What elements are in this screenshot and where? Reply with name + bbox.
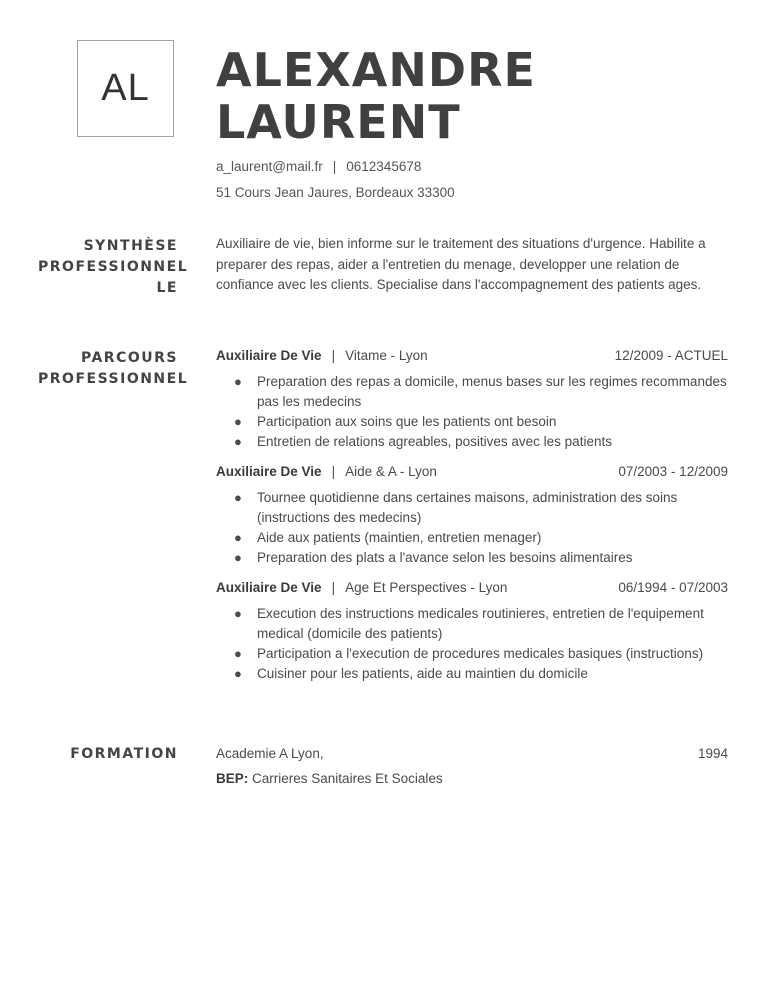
experience-title-line: PARCOURS bbox=[81, 350, 178, 366]
summary-text: Auxiliaire de vie, bien informe sur le traitement des situations d'urgence. Habilite a preparer des repas, aider a l'entretien du menage, developper une relation de confiance avec les clients. Specialise dans l'accompagnement des patients ages. bbox=[216, 236, 706, 292]
job-header bbox=[216, 578, 728, 598]
phone: 0612345678 bbox=[346, 159, 422, 174]
job-bullets bbox=[216, 488, 728, 568]
job-bullet bbox=[234, 604, 728, 644]
job-bullet bbox=[234, 372, 728, 412]
job-company: Age Et Perspectives - Lyon bbox=[345, 580, 508, 595]
job-list bbox=[216, 346, 728, 694]
monogram-box bbox=[77, 40, 174, 137]
bullet-icon: ● bbox=[234, 374, 242, 389]
bullet-text: Preparation des repas a domicile, menus bases sur les regimes recommandes pas les medecins bbox=[257, 374, 727, 409]
summary-title-line: SYNTHÈSE bbox=[83, 238, 178, 254]
job-entry bbox=[216, 346, 728, 452]
job-bullet bbox=[234, 664, 728, 684]
school-name: Academie A Lyon, bbox=[216, 746, 324, 761]
bullet-text: Participation aux soins que les patients ont besoin bbox=[257, 414, 557, 429]
summary-title-line: PROFESSIONNEL bbox=[38, 259, 189, 275]
degree-name: Carrieres Sanitaires Et Sociales bbox=[252, 771, 443, 786]
summary-section-title bbox=[38, 236, 189, 299]
job-separator: | bbox=[331, 580, 336, 595]
bullet-icon: ● bbox=[234, 434, 242, 449]
job-separator: | bbox=[331, 464, 336, 479]
last-name: LAURENT bbox=[216, 95, 461, 149]
job-bullet bbox=[234, 488, 728, 528]
job-entry bbox=[216, 578, 728, 684]
bullet-icon: ● bbox=[234, 490, 242, 505]
job-title-company bbox=[216, 346, 428, 366]
job-role: Auxiliaire De Vie bbox=[216, 464, 322, 479]
first-name: ALEXANDRE bbox=[216, 43, 536, 97]
experience-section-title bbox=[38, 348, 189, 390]
formation-entry bbox=[216, 744, 728, 789]
job-title-company bbox=[216, 578, 507, 598]
contact-info bbox=[216, 154, 455, 206]
job-company: Aide & A - Lyon bbox=[345, 464, 437, 479]
job-dates: 07/2003 - 12/2009 bbox=[618, 464, 728, 479]
contact-separator: | bbox=[332, 159, 337, 174]
experience-title-line: PROFESSIONNEL bbox=[38, 371, 189, 387]
bullet-icon: ● bbox=[234, 606, 242, 621]
job-bullets bbox=[216, 372, 728, 452]
formation-row bbox=[216, 744, 728, 764]
graduation-year: 1994 bbox=[697, 746, 728, 761]
job-header bbox=[216, 462, 728, 482]
job-company: Vitame - Lyon bbox=[345, 348, 428, 363]
job-title-company bbox=[216, 462, 437, 482]
bullet-text: Preparation des plats a l'avance selon les besoins alimentaires bbox=[257, 550, 633, 565]
bullet-text: Aide aux patients (maintien, entretien menager) bbox=[257, 530, 542, 545]
job-separator: | bbox=[331, 348, 336, 363]
summary-title-line: LE bbox=[156, 280, 178, 296]
email: a_laurent@mail.fr bbox=[216, 159, 323, 174]
bullet-icon: ● bbox=[234, 666, 242, 681]
job-bullet bbox=[234, 528, 728, 548]
formation-section-title: FORMATION bbox=[70, 746, 178, 762]
job-role: Auxiliaire De Vie bbox=[216, 580, 322, 595]
contact-line-1 bbox=[216, 154, 455, 180]
bullet-text: Tournee quotidienne dans certaines maisons, administration des soins (instructions des medecins) bbox=[257, 490, 678, 525]
job-bullet bbox=[234, 412, 728, 432]
job-bullets bbox=[216, 604, 728, 684]
address: 51 Cours Jean Jaures, Bordeaux 33300 bbox=[216, 185, 455, 200]
job-bullet bbox=[234, 432, 728, 452]
bullet-text: Participation a l'execution de procedures medicales basiques (instructions) bbox=[257, 646, 704, 661]
degree-label: BEP: bbox=[216, 771, 249, 786]
bullet-text: Entretien de relations agreables, positives avec les patients bbox=[257, 434, 612, 449]
job-header bbox=[216, 346, 728, 366]
bullet-icon: ● bbox=[234, 414, 242, 429]
bullet-icon: ● bbox=[234, 550, 242, 565]
job-dates: 12/2009 - ACTUEL bbox=[614, 348, 728, 363]
candidate-name bbox=[216, 44, 536, 148]
job-bullet bbox=[234, 548, 728, 568]
bullet-icon: ● bbox=[234, 530, 242, 545]
job-bullet bbox=[234, 644, 728, 664]
job-entry bbox=[216, 462, 728, 568]
job-role: Auxiliaire De Vie bbox=[216, 348, 322, 363]
degree bbox=[216, 769, 728, 789]
job-dates: 06/1994 - 07/2003 bbox=[618, 580, 728, 595]
bullet-text: Cuisiner pour les patients, aide au maintien du domicile bbox=[257, 666, 588, 681]
bullet-icon: ● bbox=[234, 646, 242, 661]
monogram-initials: AL bbox=[101, 67, 150, 109]
bullet-text: Execution des instructions medicales routinieres, entretien de l'equipement medical (domicile des patients) bbox=[257, 606, 704, 641]
